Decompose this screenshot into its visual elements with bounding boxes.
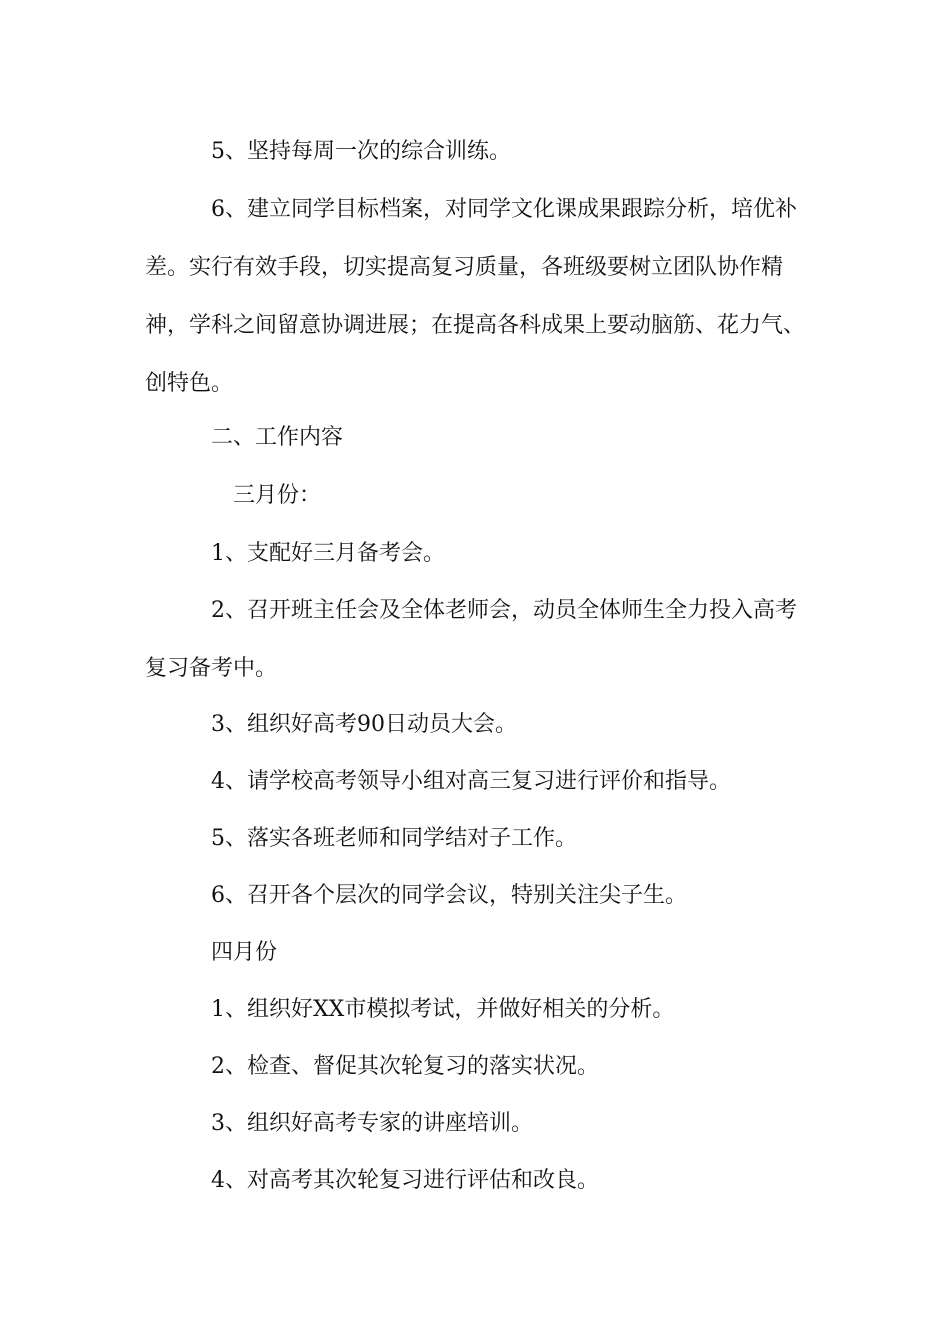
paragraph [145, 525, 835, 583]
paragraph [145, 1152, 835, 1210]
text-line: 复习备考中。 [145, 656, 278, 681]
text-line: 4、对高考其次轮复习进行评估和改良。 [211, 1168, 599, 1193]
paragraph [145, 1095, 835, 1153]
paragraph [145, 181, 835, 413]
text-line: 1、支配好三月备考会。 [211, 541, 445, 566]
text-line: 二、工作内容 [211, 425, 344, 450]
paragraph [145, 810, 835, 868]
paragraph [145, 1038, 835, 1096]
text-line: 创特色。 [145, 371, 234, 396]
paragraph [145, 696, 835, 754]
text-line: 2、检查、督促其次轮复习的落实状况。 [211, 1054, 599, 1079]
text-line: 三月份： [233, 483, 322, 508]
text-line: 5、落实各班老师和同学结对子工作。 [211, 826, 577, 851]
text-line: 6、建立同学目标档案，对同学文化课成果跟踪分析，培优补 [211, 197, 797, 222]
text-line: 2、召开班主任会及全体老师会，动员全体师生全力投入高考 [211, 598, 797, 623]
month-heading [145, 924, 835, 982]
text-line: 4、请学校高考领导小组对高三复习进行评价和指导。 [211, 769, 731, 794]
paragraph [145, 582, 835, 698]
paragraph [145, 753, 835, 811]
section-heading [145, 409, 835, 467]
text-line: 神，学科之间留意协调进展；在提高各科成果上要动脑筋、花力气、 [145, 313, 806, 338]
text-line: 1、组织好XX市模拟考试，并做好相关的分析。 [211, 997, 675, 1022]
paragraph [145, 867, 835, 925]
text-line: 差。实行有效手段，切实提高复习质量，各班级要树立团队协作精 [145, 255, 784, 280]
text-line: 5、坚持每周一次的综合训练。 [211, 139, 511, 164]
paragraph [145, 981, 835, 1039]
text-line: 3、组织好高考专家的讲座培训。 [211, 1111, 533, 1136]
text-line: 6、召开各个层次的同学会议，特别关注尖子生。 [211, 883, 687, 908]
text-line: 四月份 [211, 940, 278, 965]
month-heading [145, 467, 835, 525]
paragraph [145, 123, 835, 181]
text-line: 3、组织好高考90日动员大会。 [211, 712, 517, 737]
